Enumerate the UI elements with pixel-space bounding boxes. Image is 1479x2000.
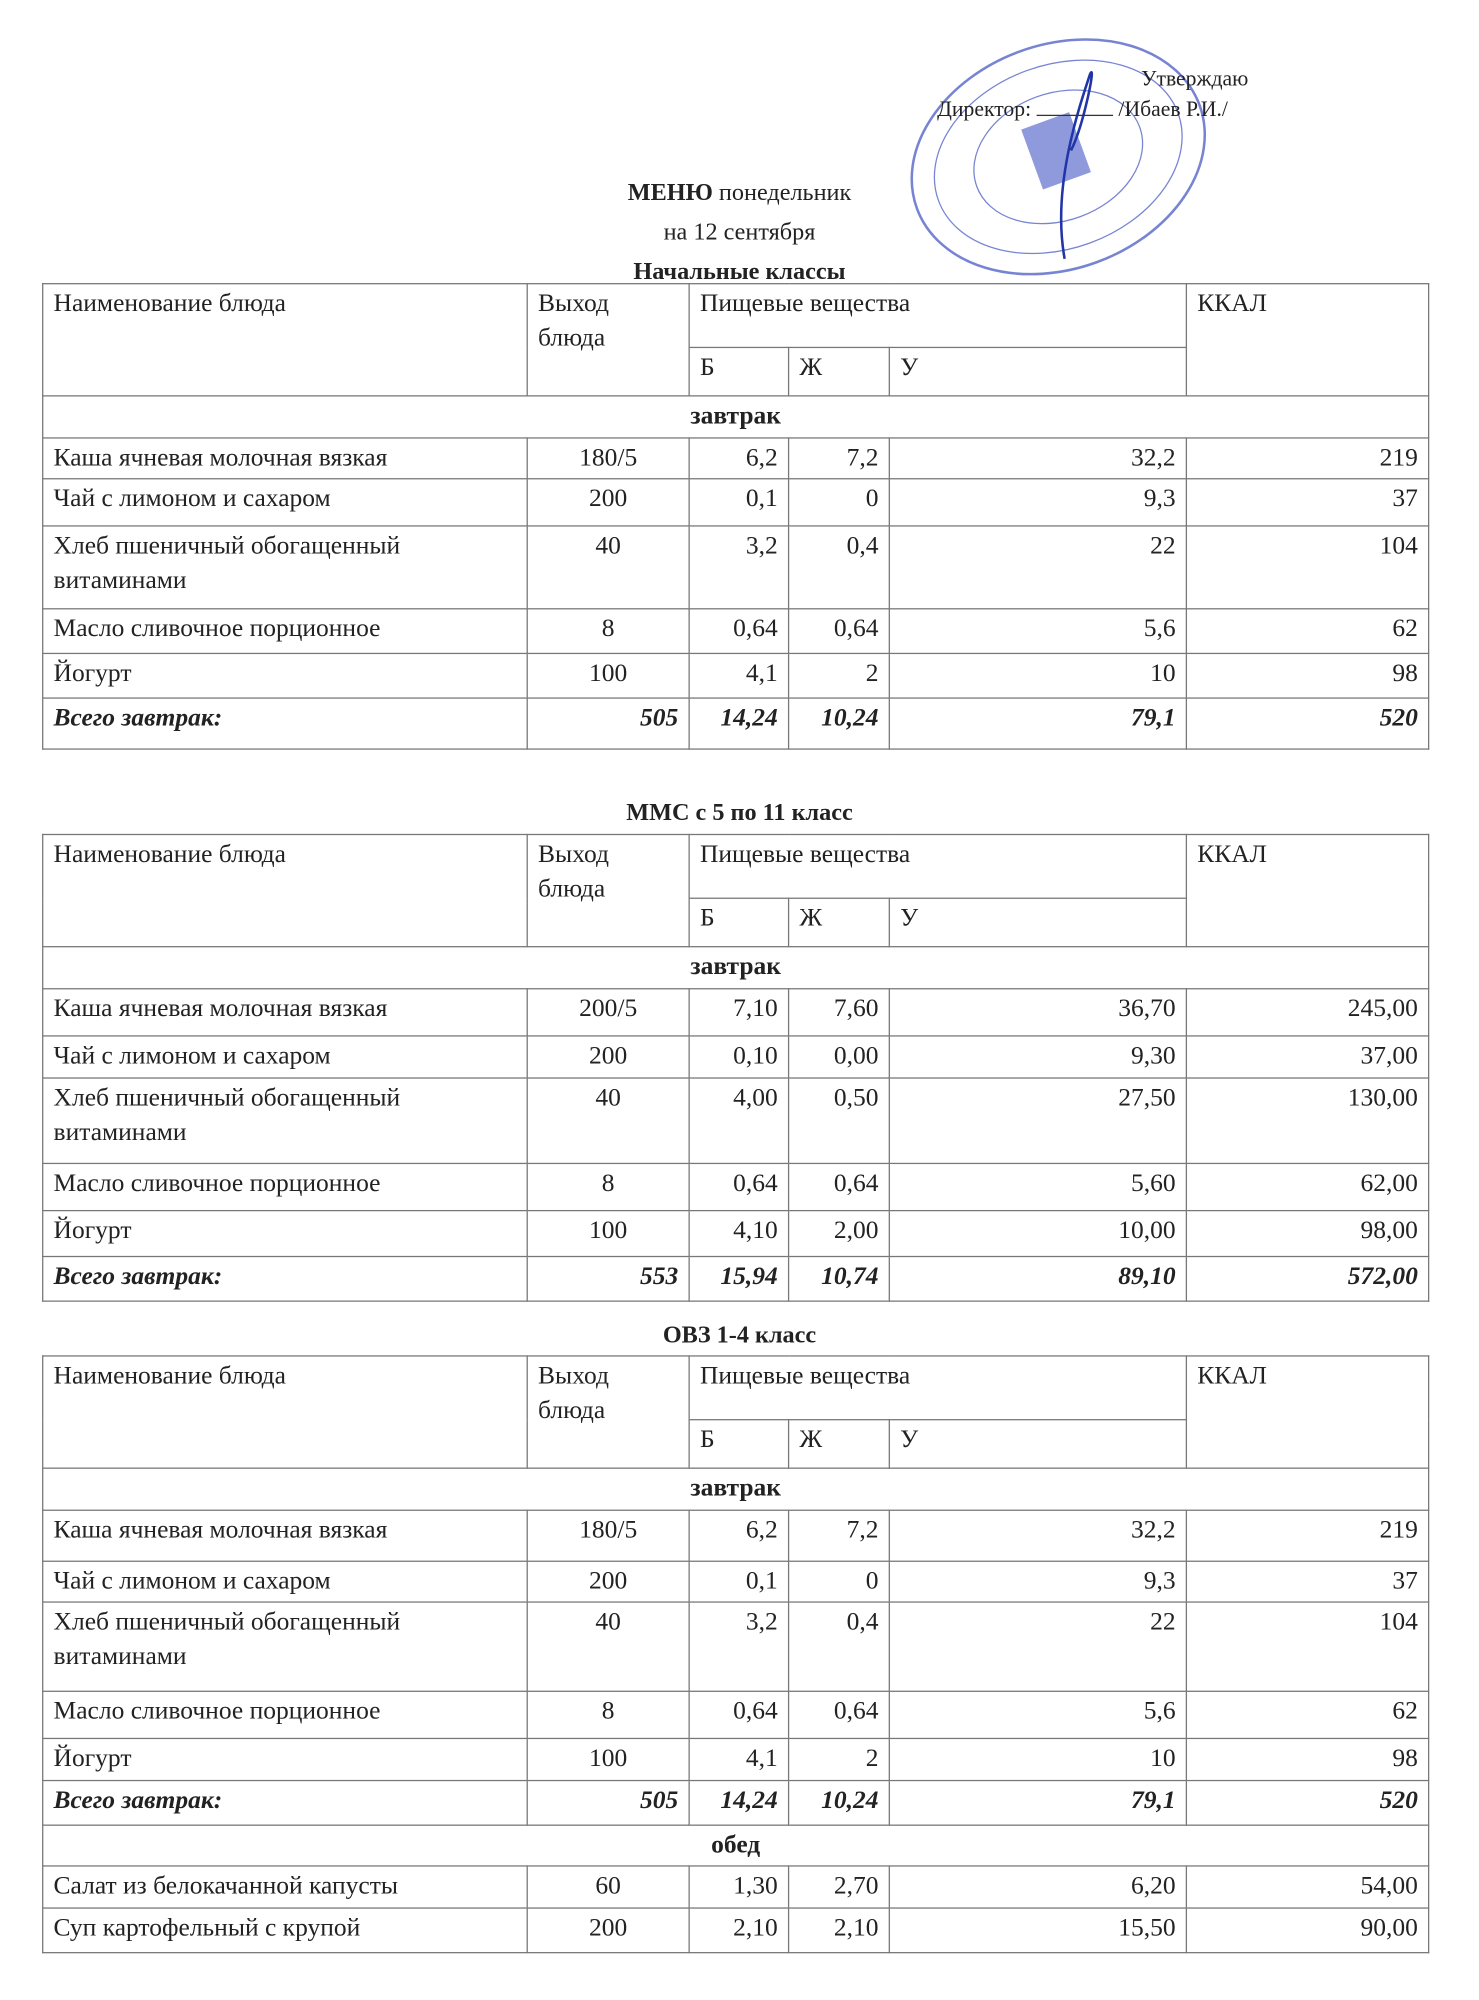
table-row (43, 1602, 1429, 1691)
menu-table (42, 1355, 1429, 1953)
table-title: ОВЗ 1-4 класс (662, 1322, 817, 1349)
kcal-cell: 98 (1186, 653, 1428, 698)
protein-cell: 0,64 (689, 609, 788, 654)
fat-cell: 2,70 (789, 1866, 890, 1908)
director-name: /Ибаев Р.И./ (1118, 96, 1228, 122)
protein-cell: 0,1 (689, 1561, 788, 1602)
table-title: Начальные классы (633, 258, 846, 286)
dish-name-cell: Хлеб пшеничный обогащенный витаминами (43, 1602, 527, 1691)
header-b: Б (689, 898, 788, 946)
header-nutrients: Пищевые вещества (689, 284, 1186, 348)
header-yield: Выход блюда (527, 284, 689, 396)
table-row (43, 526, 1429, 609)
yield-cell: 200 (527, 1036, 689, 1078)
protein-cell: 4,00 (689, 1078, 788, 1163)
dish-name-cell: Всего завтрак: (43, 1257, 527, 1302)
yield-cell: 505 (527, 698, 689, 749)
table-row (43, 1078, 1429, 1163)
header-zh: Ж (789, 347, 890, 395)
fat-cell: 0,50 (789, 1078, 890, 1163)
protein-cell: 3,2 (689, 1602, 788, 1691)
kcal-cell: 37 (1186, 479, 1428, 526)
yield-cell: 8 (527, 609, 689, 654)
dish-name-cell: Чай с лимоном и сахаром (43, 479, 527, 526)
yield-cell: 200 (527, 1561, 689, 1602)
yield-cell: 200/5 (527, 989, 689, 1036)
table-row (43, 479, 1429, 526)
fat-cell: 10,24 (789, 698, 890, 749)
approve-label: Утверждаю (1141, 66, 1249, 91)
table-row (43, 1163, 1429, 1210)
yield-cell: 100 (527, 1211, 689, 1257)
header-kcal: ККАЛ (1186, 1356, 1428, 1468)
section-title: завтрак (43, 1468, 1429, 1510)
kcal-cell: 520 (1186, 1781, 1428, 1826)
protein-cell: 6,2 (689, 1510, 788, 1561)
dish-name-cell: Каша ячневая молочная вязкая (43, 1510, 527, 1561)
director-label: Директор: (937, 96, 1032, 122)
table-row (43, 609, 1429, 654)
dish-name-cell: Масло сливочное порционное (43, 1163, 527, 1210)
menu-table (42, 834, 1429, 1302)
header-u: У (889, 347, 1186, 395)
kcal-cell: 130,00 (1186, 1078, 1428, 1163)
protein-cell: 2,10 (689, 1908, 788, 1953)
menu-word: МЕНЮ (627, 179, 713, 207)
carbs-cell: 5,6 (889, 609, 1186, 654)
table-row (43, 1257, 1429, 1302)
header-kcal: ККАЛ (1186, 834, 1428, 946)
dish-name-cell: Масло сливочное порционное (43, 609, 527, 654)
menu-day: понедельник (718, 179, 852, 207)
carbs-cell: 9,30 (889, 1036, 1186, 1078)
kcal-cell: 98 (1186, 1738, 1428, 1780)
fat-cell: 2,10 (789, 1908, 890, 1953)
fat-cell: 10,24 (789, 1781, 890, 1826)
carbs-cell: 5,60 (889, 1163, 1186, 1210)
yield-cell: 100 (527, 1738, 689, 1780)
carbs-cell: 32,2 (889, 438, 1186, 479)
header-zh: Ж (789, 1420, 890, 1468)
yield-cell: 8 (527, 1163, 689, 1210)
carbs-cell: 9,3 (889, 1561, 1186, 1602)
kcal-cell: 104 (1186, 526, 1428, 609)
yield-cell: 40 (527, 1602, 689, 1691)
protein-cell: 14,24 (689, 1781, 788, 1826)
kcal-cell: 62 (1186, 1691, 1428, 1738)
yield-cell: 60 (527, 1866, 689, 1908)
dish-name-cell: Всего завтрак: (43, 698, 527, 749)
header-name: Наименование блюда (43, 1356, 527, 1468)
header-name: Наименование блюда (43, 834, 527, 946)
dish-name-cell: Йогурт (43, 653, 527, 698)
table-row (43, 1510, 1429, 1561)
protein-cell: 7,10 (689, 989, 788, 1036)
carbs-cell: 5,6 (889, 1691, 1186, 1738)
table-row (43, 989, 1429, 1036)
yield-cell: 505 (527, 1781, 689, 1826)
fat-cell: 0 (789, 1561, 890, 1602)
table-row (43, 1866, 1429, 1908)
fat-cell: 2 (789, 1738, 890, 1780)
protein-cell: 4,1 (689, 1738, 788, 1780)
fat-cell: 7,2 (789, 438, 890, 479)
yield-cell: 180/5 (527, 1510, 689, 1561)
kcal-cell: 37 (1186, 1561, 1428, 1602)
protein-cell: 0,10 (689, 1036, 788, 1078)
dish-name-cell: Каша ячневая молочная вязкая (43, 989, 527, 1036)
header-zh: Ж (789, 898, 890, 946)
table-row (43, 1561, 1429, 1602)
dish-name-cell: Хлеб пшеничный обогащенный витаминами (43, 526, 527, 609)
kcal-cell: 62,00 (1186, 1163, 1428, 1210)
kcal-cell: 245,00 (1186, 989, 1428, 1036)
kcal-cell: 219 (1186, 1510, 1428, 1561)
header-name: Наименование блюда (43, 284, 527, 396)
fat-cell: 10,74 (789, 1257, 890, 1302)
fat-cell: 0,64 (789, 1691, 890, 1738)
header-b: Б (689, 347, 788, 395)
fat-cell: 2 (789, 653, 890, 698)
header-b: Б (689, 1420, 788, 1468)
fat-cell: 0,4 (789, 526, 890, 609)
yield-cell: 180/5 (527, 438, 689, 479)
protein-cell: 6,2 (689, 438, 788, 479)
protein-cell: 4,10 (689, 1211, 788, 1257)
carbs-cell: 10,00 (889, 1211, 1186, 1257)
table-row (43, 1781, 1429, 1826)
dish-name-cell: Чай с лимоном и сахаром (43, 1561, 527, 1602)
fat-cell: 7,2 (789, 1510, 890, 1561)
protein-cell: 14,24 (689, 698, 788, 749)
fat-cell: 0,64 (789, 609, 890, 654)
protein-cell: 0,64 (689, 1163, 788, 1210)
carbs-cell: 22 (889, 1602, 1186, 1691)
kcal-cell: 90,00 (1186, 1908, 1428, 1953)
carbs-cell: 22 (889, 526, 1186, 609)
carbs-cell: 10 (889, 1738, 1186, 1780)
dish-name-cell: Чай с лимоном и сахаром (43, 1036, 527, 1078)
table-row (43, 438, 1429, 479)
fat-cell: 0,64 (789, 1163, 890, 1210)
yield-cell: 553 (527, 1257, 689, 1302)
yield-cell: 200 (527, 479, 689, 526)
dish-name-cell: Йогурт (43, 1211, 527, 1257)
table-row (43, 1908, 1429, 1953)
fat-cell: 2,00 (789, 1211, 890, 1257)
table-row (43, 698, 1429, 749)
carbs-cell: 79,1 (889, 698, 1186, 749)
carbs-cell: 32,2 (889, 1510, 1186, 1561)
kcal-cell: 98,00 (1186, 1211, 1428, 1257)
header-kcal: ККАЛ (1186, 284, 1428, 396)
yield-cell: 200 (527, 1908, 689, 1953)
fat-cell: 7,60 (789, 989, 890, 1036)
kcal-cell: 37,00 (1186, 1036, 1428, 1078)
protein-cell: 4,1 (689, 653, 788, 698)
header-yield: Выход блюда (527, 1356, 689, 1468)
section-title: обед (43, 1825, 1429, 1866)
dish-name-cell: Хлеб пшеничный обогащенный витаминами (43, 1078, 527, 1163)
table-title: ММС с 5 по 11 класс (626, 799, 853, 827)
table-row (43, 1738, 1429, 1780)
dish-name-cell: Йогурт (43, 1738, 527, 1780)
section-title: завтрак (43, 947, 1429, 989)
director-line (937, 97, 1228, 122)
kcal-cell: 219 (1186, 438, 1428, 479)
carbs-cell: 10 (889, 653, 1186, 698)
kcal-cell: 62 (1186, 609, 1428, 654)
kcal-cell: 572,00 (1186, 1257, 1428, 1302)
table-row (43, 1691, 1429, 1738)
menu-date: на 12 сентября (663, 219, 816, 247)
protein-cell: 0,1 (689, 479, 788, 526)
table-row (43, 1036, 1429, 1078)
carbs-cell: 36,70 (889, 989, 1186, 1036)
header-nutrients: Пищевые вещества (689, 1356, 1186, 1420)
protein-cell: 1,30 (689, 1866, 788, 1908)
carbs-cell: 15,50 (889, 1908, 1186, 1953)
header-yield: Выход блюда (527, 834, 689, 946)
carbs-cell: 89,10 (889, 1257, 1186, 1302)
menu-title (0, 180, 1479, 208)
carbs-cell: 79,1 (889, 1781, 1186, 1826)
fat-cell: 0,4 (789, 1602, 890, 1691)
yield-cell: 100 (527, 653, 689, 698)
dish-name-cell: Масло сливочное порционное (43, 1691, 527, 1738)
carbs-cell: 27,50 (889, 1078, 1186, 1163)
kcal-cell: 104 (1186, 1602, 1428, 1691)
header-u: У (889, 1420, 1186, 1468)
fat-cell: 0,00 (789, 1036, 890, 1078)
header-u: У (889, 898, 1186, 946)
yield-cell: 8 (527, 1691, 689, 1738)
yield-cell: 40 (527, 526, 689, 609)
menu-table (42, 283, 1429, 750)
yield-cell: 40 (527, 1078, 689, 1163)
dish-name-cell: Салат из белокачанной капусты (43, 1866, 527, 1908)
kcal-cell: 520 (1186, 698, 1428, 749)
dish-name-cell: Всего завтрак: (43, 1781, 527, 1826)
protein-cell: 0,64 (689, 1691, 788, 1738)
table-row (43, 1211, 1429, 1257)
carbs-cell: 6,20 (889, 1866, 1186, 1908)
header-nutrients: Пищевые вещества (689, 834, 1186, 898)
table-row (43, 653, 1429, 698)
section-title: завтрак (43, 396, 1429, 438)
dish-name-cell: Каша ячневая молочная вязкая (43, 438, 527, 479)
kcal-cell: 54,00 (1186, 1866, 1428, 1908)
protein-cell: 3,2 (689, 526, 788, 609)
fat-cell: 0 (789, 479, 890, 526)
carbs-cell: 9,3 (889, 479, 1186, 526)
protein-cell: 15,94 (689, 1257, 788, 1302)
dish-name-cell: Суп картофельный с крупой (43, 1908, 527, 1953)
